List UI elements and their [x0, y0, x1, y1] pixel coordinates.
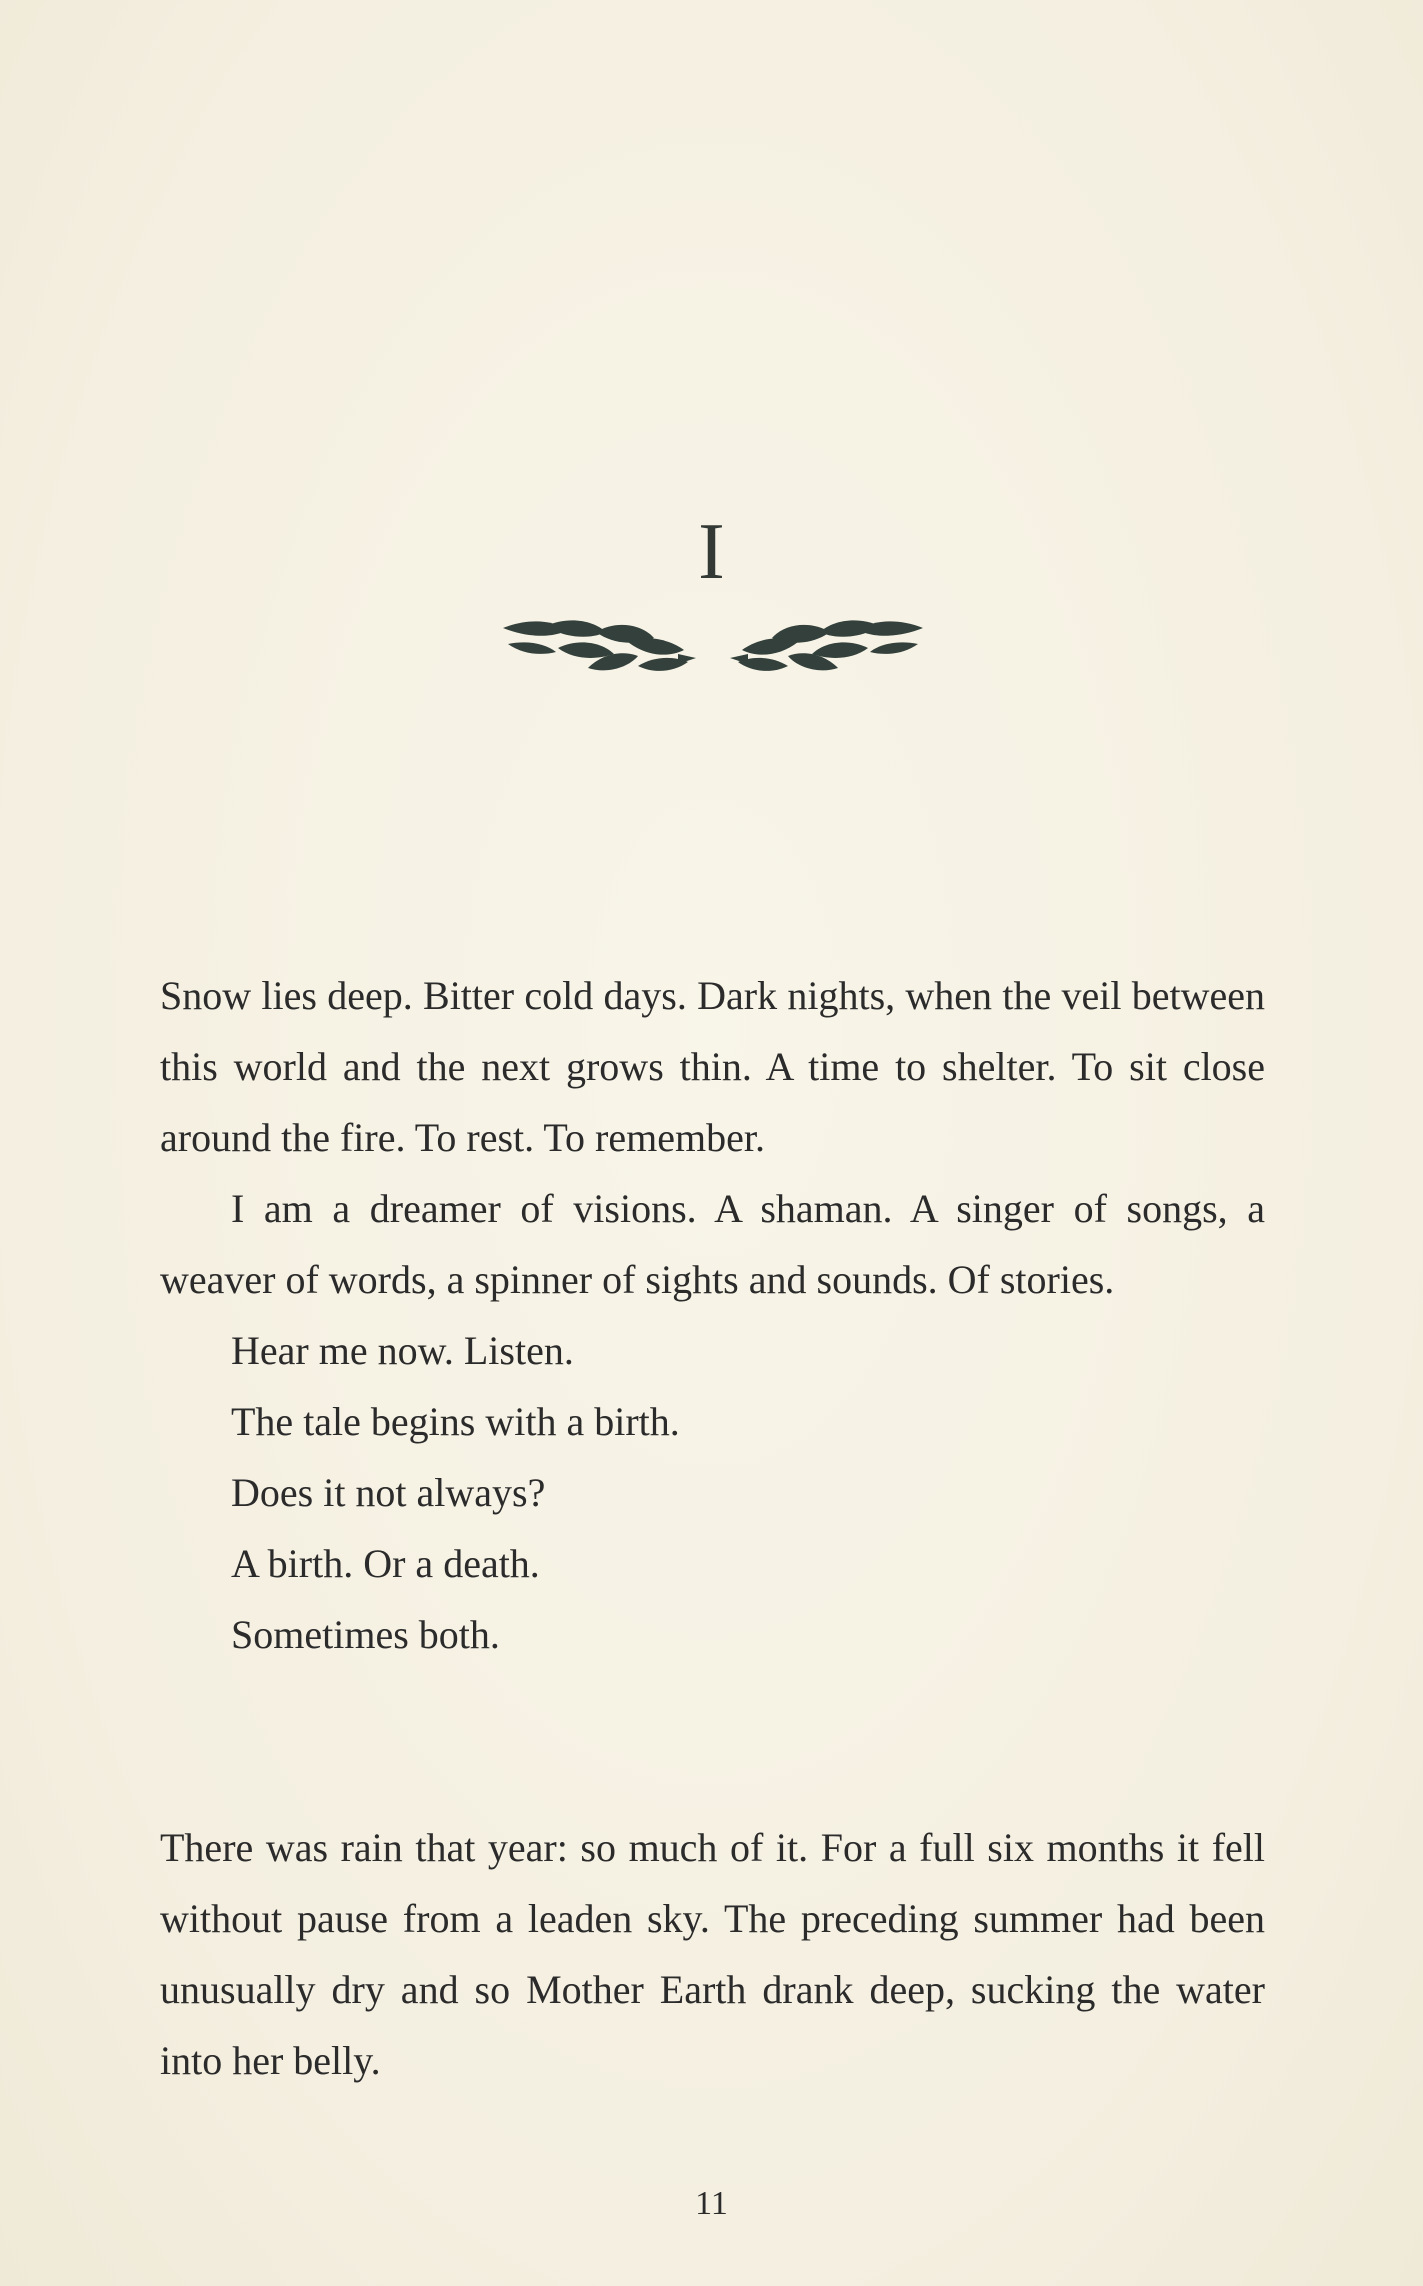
opening-section	[160, 960, 1265, 1670]
paragraph: Sometimes both.	[231, 1612, 500, 1657]
second-section	[160, 1812, 1265, 2096]
paragraph: A birth. Or a death.	[231, 1541, 540, 1586]
laurel-ornament-icon	[498, 618, 928, 678]
paragraph: There was rain that year: so much of it. For a full six months it fell without pause from a leaden sky. The preceding summer had been unusually dry and so Mother Earth drank deep, sucking the water into her belly.	[160, 1825, 1265, 2083]
page-number: 11	[695, 2185, 728, 2222]
chapter-numeral: I	[698, 508, 725, 596]
paragraph: Does it not always?	[231, 1470, 546, 1515]
paragraph: Snow lies deep. Bitter cold days. Dark nights, when the veil between this world and the next grows thin. A time to shelter. To sit close around the fire. To rest. To remember.	[160, 973, 1265, 1160]
paragraph: The tale begins with a birth.	[231, 1399, 680, 1444]
paragraph: I am a dreamer of visions. A shaman. A singer of songs, a weaver of words, a spinner of sights and sounds. Of stories.	[160, 1186, 1265, 1302]
paragraph: Hear me now. Listen.	[231, 1328, 574, 1373]
